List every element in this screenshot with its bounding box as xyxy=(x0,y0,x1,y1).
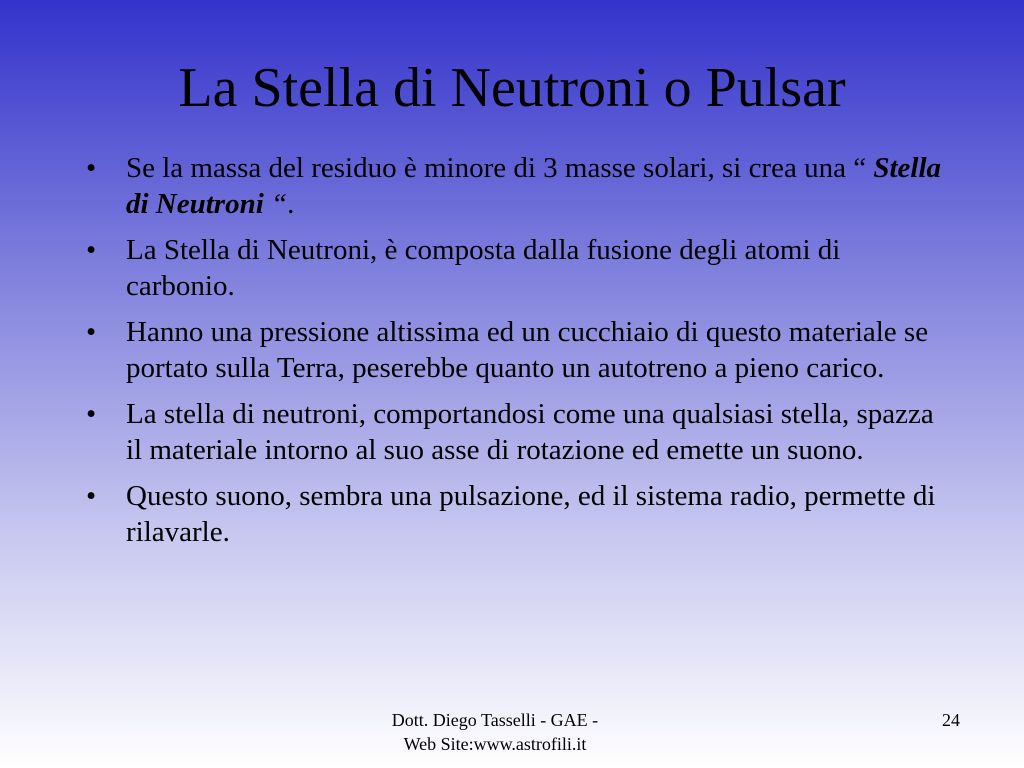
bullet-text: La stella di neutroni, comportandosi come una qualsiasi stella, spazza il materiale intorno al suo asse di rotazione ed emette un suono. xyxy=(126,398,934,466)
bullet-item xyxy=(80,396,950,468)
bullet-dot-icon: • xyxy=(86,152,97,184)
slide-number: 24 xyxy=(942,710,960,730)
footer-credit xyxy=(370,708,620,756)
bullet-emphasis: Stella di Neutroni xyxy=(126,152,942,220)
bullet-text: Questo suono, sembra una pulsazione, ed il sistema radio, permette di rilavarle. xyxy=(126,480,936,548)
bullet-dot-icon: • xyxy=(86,398,97,430)
bullet-quote-mark: “ xyxy=(263,188,288,220)
bullet-text: Se la massa del residuo è minore di 3 masse solari, si crea una “ xyxy=(126,152,874,184)
bullet-text: Hanno una pressione altissima ed un cucchiaio di questo materiale se portato sulla Terra, peserebbe quanto un autotreno a pieno carico. xyxy=(126,316,929,384)
bullet-item xyxy=(80,478,950,550)
slide-title: La Stella di Neutroni o Pulsar xyxy=(178,57,846,119)
bullet-dot-icon: • xyxy=(86,480,97,512)
bullet-dot-icon: • xyxy=(86,234,97,266)
bullet-item xyxy=(80,150,950,222)
footer-credit-line1: Dott. Diego Tasselli - GAE - xyxy=(391,710,599,730)
bullet-period: . xyxy=(287,188,295,220)
bullet-item xyxy=(80,232,950,304)
bullet-list xyxy=(80,150,950,560)
bullet-text: La Stella di Neutroni, è composta dalla fusione degli atomi di carbonio. xyxy=(126,234,841,302)
footer-credit-line2: Web Site:www.astrofili.it xyxy=(403,734,587,754)
bullet-dot-icon: • xyxy=(86,316,97,348)
bullet-item xyxy=(80,314,950,386)
